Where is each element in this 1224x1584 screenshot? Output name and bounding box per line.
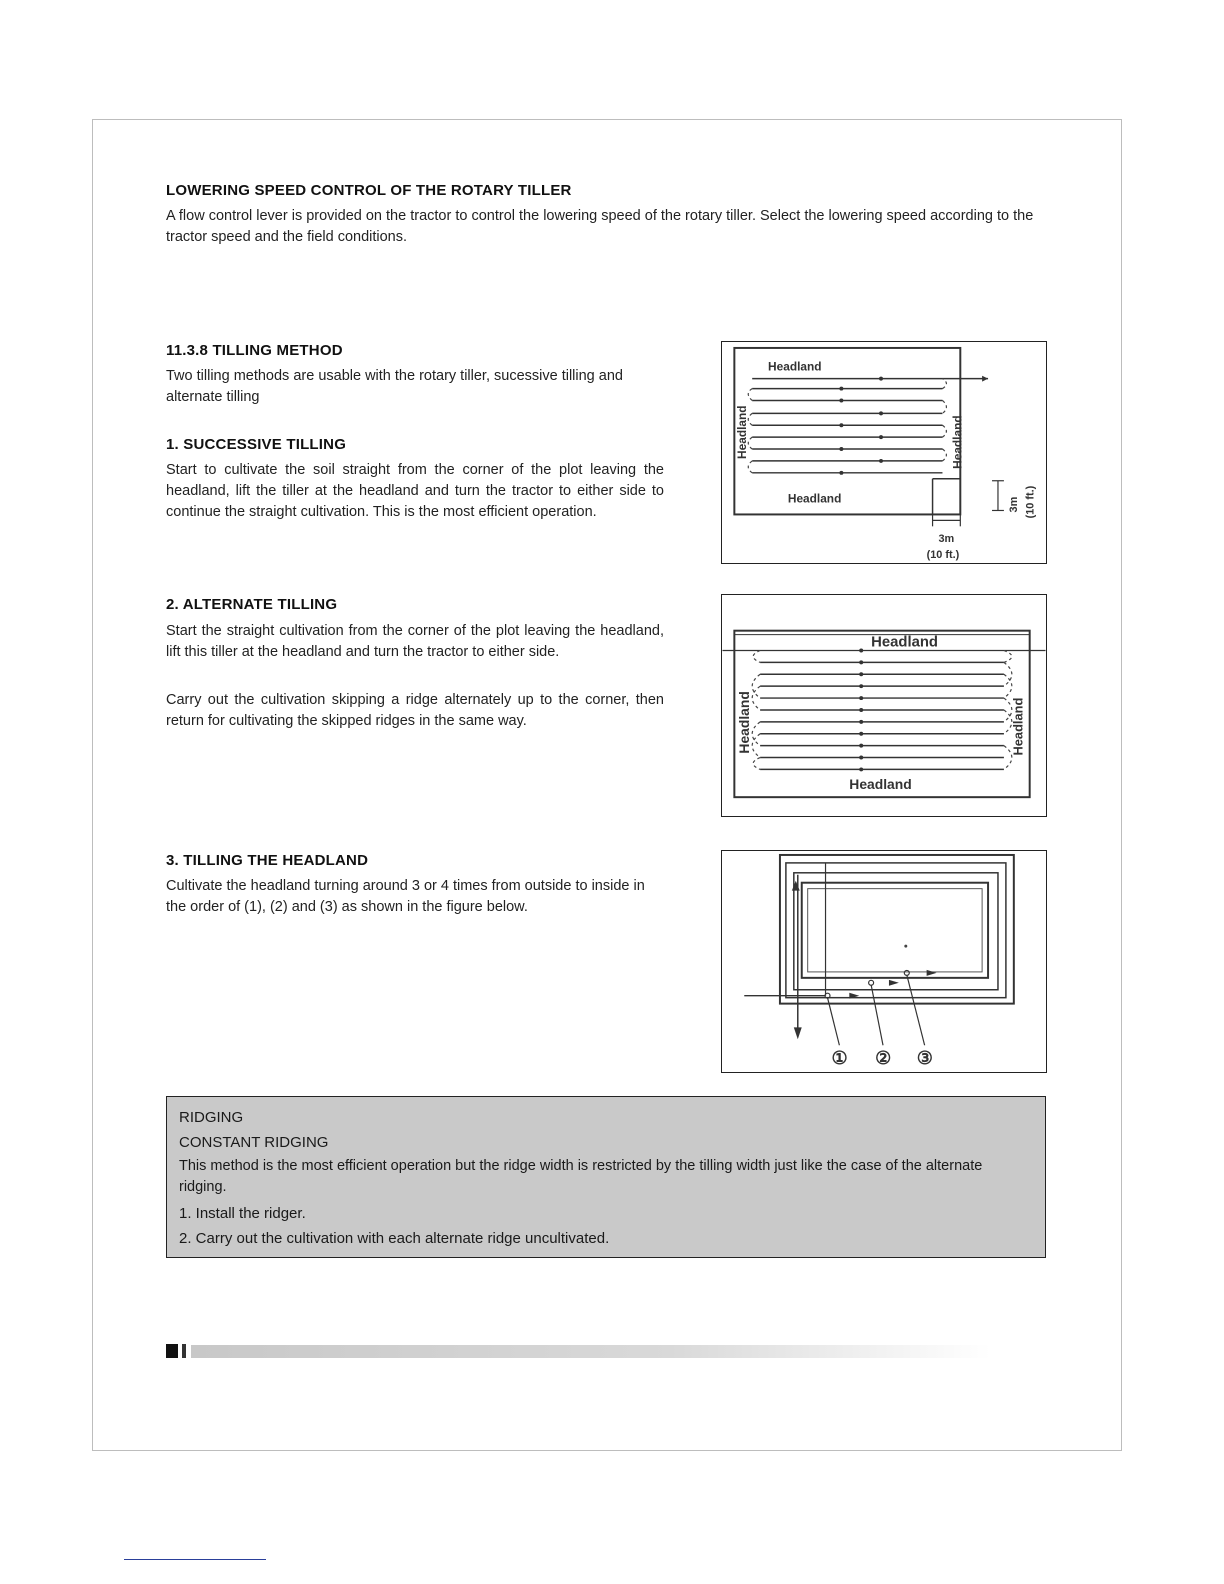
fig3-marker-1: ① bbox=[831, 1048, 848, 1069]
ridging-description: This method is the most efficient operation but the ridge width is restricted by the tilling width just like the case of the alternate ridging. bbox=[179, 1158, 983, 1195]
alternate-tilling-figure bbox=[721, 594, 1047, 817]
lowering-speed-text: A flow control lever is provided on the tractor to control the lowering speed of the rotary tiller. Select the lowering speed according to the tractor speed and the field conditions. bbox=[166, 208, 1034, 245]
alternate-tilling-diagram bbox=[722, 595, 1046, 816]
footer-block-icon bbox=[166, 1344, 178, 1358]
alternate-tilling-heading: 2. ALTERNATE TILLING bbox=[166, 596, 338, 613]
headland-tilling-diagram bbox=[722, 851, 1046, 1072]
alternate-tilling-text-1: Start the straight cultivation from the corner of the plot leaving the headland, lift this tiller at the headland and turn the tractor to either side. bbox=[166, 623, 664, 660]
fig1-dim-h2: (10 ft.) bbox=[926, 549, 960, 562]
fig1-dim-h1: 3m bbox=[938, 533, 955, 546]
successive-tilling-heading: 1. SUCCESSIVE TILLING bbox=[166, 436, 347, 453]
footer-gradient-rule bbox=[191, 1345, 991, 1358]
fig1-dim-v1: 3m bbox=[1007, 496, 1020, 513]
successive-tilling-text: Start to cultivate the soil straight from the corner of the plot leaving the headland, lift the tiller at the headland and turn the tractor to either side to continue the straight cultivation. This is the most efficient operation. bbox=[166, 462, 664, 520]
fig1-bottom-label: Headland bbox=[787, 491, 842, 506]
headland-tilling-figure bbox=[721, 850, 1047, 1073]
ridging-subtitle: CONSTANT RIDGING bbox=[179, 1134, 329, 1151]
footer-bar-icon bbox=[182, 1344, 186, 1358]
fig2-left-label: Headland bbox=[736, 691, 753, 754]
successive-tilling-diagram bbox=[722, 342, 1046, 563]
ridging-box bbox=[166, 1096, 1046, 1258]
lowering-speed-heading: LOWERING SPEED CONTROL OF THE ROTARY TILLER bbox=[166, 182, 572, 199]
headland-tilling-text: Cultivate the headland turning around 3 or 4 times from outside to inside in the order of (1), (2) and (3) as shown in the figure below. bbox=[166, 878, 645, 915]
tilling-method-heading: 11.3.8 TILLING METHOD bbox=[166, 342, 343, 359]
fig3-marker-2: ② bbox=[875, 1048, 892, 1069]
headland-tilling-heading: 3. TILLING THE HEADLAND bbox=[166, 852, 369, 869]
fig1-right-label: Headland bbox=[950, 415, 965, 469]
tilling-method-text: Two tilling methods are usable with the rotary tiller, sucessive tilling and alternate tilling bbox=[166, 368, 623, 405]
fig3-marker-3: ③ bbox=[916, 1048, 933, 1069]
fig2-bottom-label: Headland bbox=[849, 776, 912, 793]
ridging-step-2: 2. Carry out the cultivation with each alternate ridge uncultivated. bbox=[179, 1230, 610, 1247]
alternate-tilling-text-2: Carry out the cultivation skipping a ridge alternately up to the corner, then return for cultivating the skipped ridges in the same way. bbox=[166, 692, 664, 729]
fig2-top-label: Headland bbox=[871, 634, 939, 651]
footer-bar bbox=[166, 1344, 996, 1358]
ridging-step-1: 1. Install the ridger. bbox=[179, 1205, 306, 1222]
fig1-top-label: Headland bbox=[768, 359, 822, 374]
bottom-rule bbox=[124, 1559, 266, 1560]
ridging-title: RIDGING bbox=[179, 1109, 244, 1126]
successive-tilling-figure bbox=[721, 341, 1047, 564]
fig1-left-label: Headland bbox=[735, 405, 750, 459]
fig1-dim-v2: (10 ft.) bbox=[1024, 485, 1037, 519]
fig2-right-label: Headland bbox=[1010, 697, 1026, 756]
